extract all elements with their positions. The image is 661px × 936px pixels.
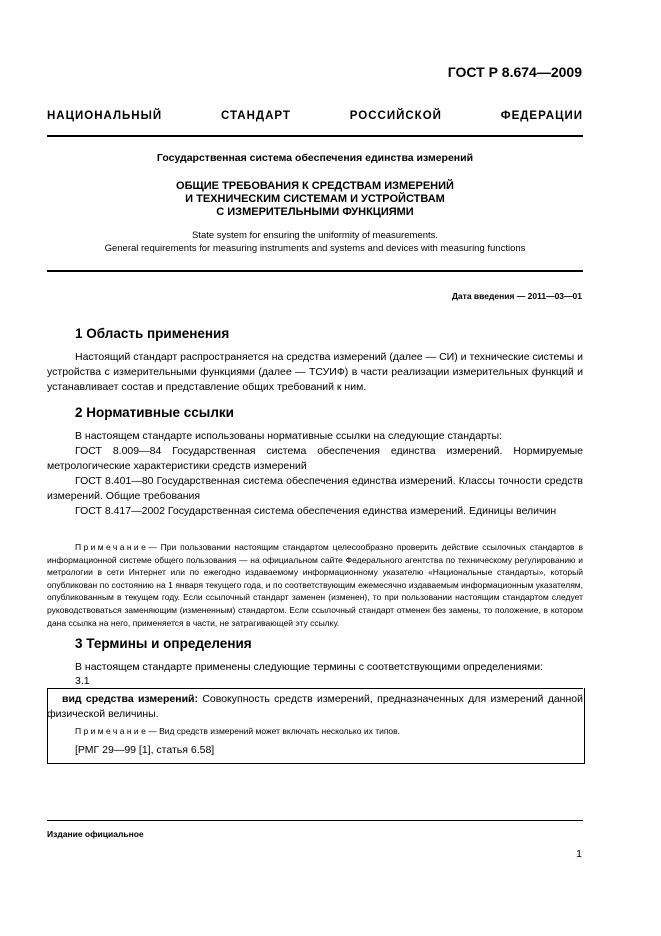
edition-label: Издание официальное	[47, 829, 144, 839]
introduction-date: Дата введения — 2011—03—01	[451, 291, 582, 301]
header-divider	[47, 135, 583, 137]
references-intro: В настоящем стандарте использованы нормативные ссылки на следующие стандарты:	[75, 430, 502, 442]
gost-code: ГОСТ Р 8.674—2009	[447, 64, 582, 80]
note-text: — Вид средств измерений может включать несколько их типов.	[148, 726, 401, 736]
reference-item: ГОСТ 8.417—2002 Государственная система обеспечения единства измерений. Единицы величин	[75, 505, 557, 517]
note-label: Примечание	[75, 726, 149, 736]
page-number: 1	[576, 848, 582, 860]
scope-paragraph: Настоящий стандарт распространяется на средства измерений (далее — СИ) и технические системы и устройства с измерительными функциями (далее — ТСУИФ) в части реализации измерительных функций и устанавливает состав и представление общих требований к ним.	[47, 351, 583, 393]
references-note	[47, 541, 583, 629]
title-line: ОБЩИЕ ТРЕБОВАНИЯ К СРЕДСТВАМ ИЗМЕРЕНИЙ	[176, 180, 454, 192]
term-name: вид средства измерений:	[62, 693, 198, 705]
national-standard-banner: НАЦИОНАЛЬНЫЙ СТАНДАРТ РОССИЙСКОЙ ФЕДЕРАЦИИ	[47, 110, 583, 122]
term-definition-text: Совокупность средств измерений, предназначенных для измерений данной физической величины.	[47, 693, 583, 720]
footer-divider	[47, 820, 583, 821]
section-heading-terms: 3 Термины и определения	[75, 636, 252, 651]
reference-item: ГОСТ 8.401—80 Государственная система обеспечения единства измерений. Классы точности средств измерений. Общие требования	[47, 475, 583, 502]
section-heading-references: 2 Нормативные ссылки	[75, 405, 234, 420]
note-label: Примечание	[75, 542, 149, 552]
title-line: И ТЕХНИЧЕСКИМ СИСТЕМАМ И УСТРОЙСТВАМ	[185, 193, 445, 205]
reference-item: ГОСТ 8.009—84 Государственная система обеспечения единства измерений. Нормируемые метрологические характеристики средств измерений	[47, 445, 583, 472]
term-definition	[47, 692, 583, 722]
term-number: 3.1	[75, 675, 90, 687]
note-text: — При пользовании настоящим стандартом целесообразно проверить действие ссылочных стандартов в информационной системе общего пользования — на официальном сайте Федерального агентства по техническому регулированию и метрологии в сети Интернет или по ежегодно издаваемому информационному указателю «Национальные стандарты», который опубликован по состоянию на 1 января текущего года, и по соответствующим ежемесячно издаваемым информационным указателям, опубликованным в текущем году. Если ссылочный стандарт заменен (изменен), то при пользовании настоящим стандартом следует руководствоваться заменяющим (измененным) стандартом. Если ссылочный стандарт отменен без замены, то положение, в котором дана ссылка на него, применяется в части, не затрагивающей эту ссылку.	[47, 542, 583, 628]
title-line: С ИЗМЕРИТЕЛЬНЫМИ ФУНКЦИЯМИ	[216, 206, 414, 218]
terms-intro: В настоящем стандарте применены следующие термины с соответствующими определениями:	[75, 661, 544, 673]
english-title-line: General requirements for measuring instruments and systems and devices with measuring functions	[104, 243, 526, 254]
english-title-line: State system for ensuring the uniformity of measurements.	[191, 230, 439, 241]
term-note	[75, 726, 575, 736]
system-name: Государственная система обеспечения единства измерений	[156, 152, 474, 164]
english-title	[47, 229, 583, 255]
document-title	[47, 180, 583, 219]
term-source: [РМГ 29—99 [1], статья 6.58]	[75, 744, 215, 756]
title-divider	[47, 270, 583, 272]
section-heading-scope: 1 Область применения	[75, 326, 230, 341]
